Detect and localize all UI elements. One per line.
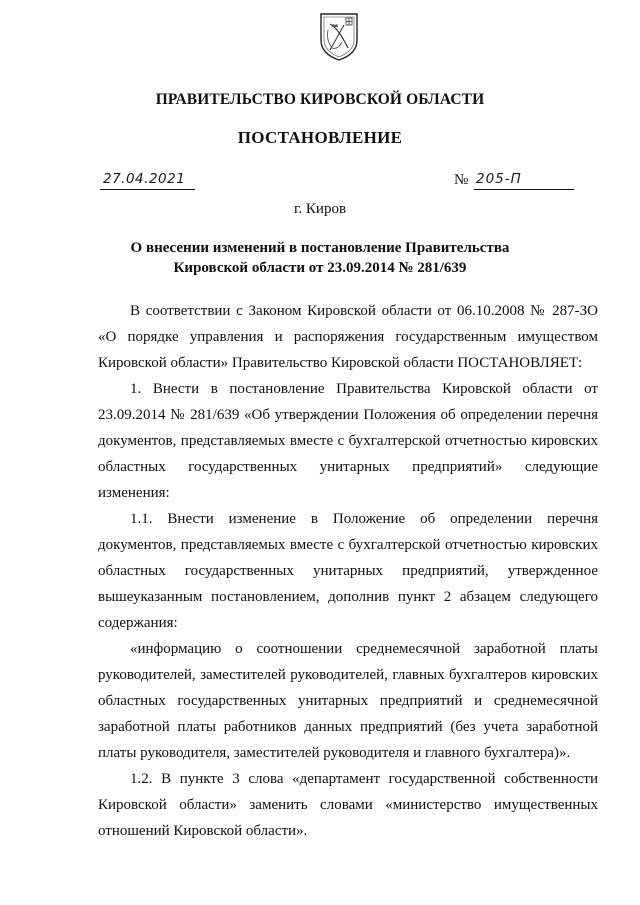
paragraph-text: В соответствии с Законом Кировской области от 06.10.2008 № 287-ЗО «О порядке управления и распоряжения государственным имуществом Кировской области» Правительство Кировской области ПОСТАНОВЛЯЕТ: [98,303,598,371]
coat-of-arms-icon [318,10,360,62]
paragraph-item-1-1 [98,506,598,636]
paragraph-text: «информацию о соотношении среднемесячной заработной платы руководителей, заместителей руководителей, главных бухгалтеров кировских областных государственных унитарных предприятий и среднемесячной заработной платы работников данных предприятий (без учета заработной платы руководителя, заместителей руководителя и главного бухгалтера)». [98,641,598,761]
paragraph-item-1 [98,376,598,506]
document-title [0,238,640,278]
paragraph-text: 1.2. В пункте 3 слова «департамент государственной собственности Кировской области» заменить словами «министерство имущественных отношений Кировской области». [98,771,598,839]
title-line-1: О внесении изменений в постановление Правительства [130,240,510,256]
paragraph-item-1-2 [98,766,598,844]
paragraph-text: 1. Внести в постановление Правительства Кировской области от 23.09.2014 № 281/639 «Об утверждении Положения об определении перечня документов, представляемых вместе с бухгалтерской отчетностью кировских областных государственных унитарных предприятий» следующие изменения: [98,381,598,501]
city: г. Киров [293,201,347,217]
paragraph-text: 1.1. Внести изменение в Положение об определении перечня документов, представляемых вместе с бухгалтерской отчетностью кировских областных государственных унитарных предприятий, утвержденное вышеуказанным постановлением, дополнив пункт 2 абзацем следующего содержания: [98,511,598,631]
organization-name: ПРАВИТЕЛЬСТВО КИРОВСКОЙ ОБЛАСТИ [155,91,485,108]
paragraph-quote [98,636,598,766]
title-line-2: Кировской области от 23.09.2014 № 281/639 [173,260,467,276]
document-type: ПОСТАНОВЛЕНИЕ [237,128,403,147]
number-sign: № [454,172,469,188]
paragraph-preamble [98,298,598,376]
document-number: 205-П [474,170,574,190]
document-date: 27.04.2021 [100,170,195,190]
